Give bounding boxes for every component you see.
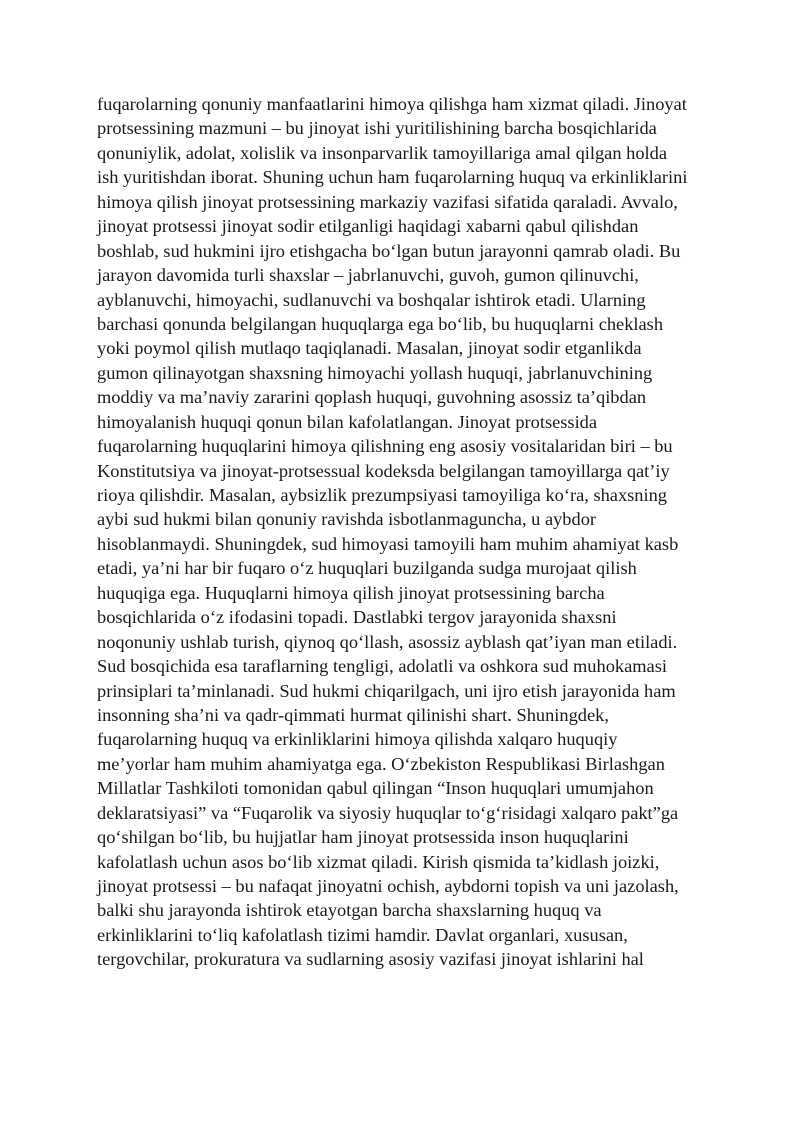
text-line: gumon qilinayotgan shaxsning himoyachi yollash huquqi, jabrlanuvchining [97, 362, 653, 383]
text-line: fuqarolarning huquq va erkinliklarini himoya qilishda xalqaro huquqiy [97, 729, 618, 750]
body-text [97, 92, 717, 972]
text-line: Millatlar Tashkiloti tomonidan qabul qilingan “Inson huquqlari umumjahon [97, 778, 654, 799]
text-line: insonning sha’ni va qadr-qimmati hurmat qilinishi shart. Shuningdek, [97, 704, 609, 725]
text-line: rioya qilishdir. Masalan, aybsizlik prezumpsiyasi tamoyiliga ko‘ra, shaxsning [97, 485, 668, 505]
text-line: jinoyat protsessi jinoyat sodir etilganligi haqidagi xabarni qabul qilishdan [97, 216, 639, 237]
text-line: fuqarolarning qonuniy manfaatlarini himoya qilishga ham xizmat qiladi. Jinoyat [97, 94, 687, 114]
text-line: boshlab, sud hukmini ijro etishgacha bo‘lgan butun jarayonni qamrab oladi. Bu [97, 240, 681, 261]
text-line: Sud bosqichida esa taraflarning tengligi, adolatli va oshkora sud muhokamasi [97, 656, 667, 677]
text-line: fuqarolarning huquqlarini himoya qilishning eng asosiy vositalaridan biri – bu [97, 436, 673, 457]
text-line: qonuniylik, adolat, xolislik va insonparvarlik tamoyillariga amal qilgan holda [97, 142, 667, 163]
text-line: huquqiga ega. Huquqlarni himoya qilish jinoyat protsessining barcha [97, 582, 605, 603]
text-line: ayblanuvchi, himoyachi, sudlanuvchi va boshqalar ishtirok etadi. Ularning [97, 289, 646, 310]
text-line: balki shu jarayonda ishtirok etayotgan barcha shaxslarning huquq va [97, 900, 602, 921]
text-line: noqonuniy ushlab turish, qiynoq qo‘llash, asossiz ayblash qat’iyan man etiladi. [97, 631, 678, 652]
text-line: Konstitutsiya va jinoyat-protsessual kodeksda belgilangan tamoyillarga qat’iy [97, 460, 670, 481]
text-line: himoyalanish huquqi qonun bilan kafolatlangan. Jinoyat protsessida [97, 411, 598, 432]
text-line: me’yorlar ham muhim ahamiyatga ega. O‘zbekiston Respublikasi Birlashgan [97, 753, 665, 774]
text-line: yoki poymol qilish mutlaqo taqiqlanadi. Masalan, jinoyat sodir etganlikda [97, 338, 642, 359]
text-line: kafolatlash uchun asos bo‘lib xizmat qiladi. Kirish qismida ta’kidlash joizki, [97, 851, 660, 872]
text-line: aybi sud hukmi bilan qonuniy ravishda isbotlanmaguncha, u aybdor [97, 509, 597, 530]
text-line: himoya qilish jinoyat protsessining markaziy vazifasi sifatida qaraladi. Avvalo, [97, 191, 678, 212]
text-line: etadi, ya’ni har bir fuqaro o‘z huquqlari buzilganda sudga murojaat qilish [97, 558, 637, 579]
text-line: qo‘shilgan bo‘lib, bu hujjatlar ham jinoyat protsessida inson huquqlarini [97, 827, 629, 848]
text-line: tergovchilar, prokuratura va sudlarning asosiy vazifasi jinoyat ishlarini hal [97, 949, 644, 970]
text-line: erkinliklarini to‘liq kafolatlash tizimi hamdir. Davlat organlari, xususan, [97, 924, 628, 945]
text-line: barchasi qonunda belgilangan huquqlarga ega bo‘lib, bu huquqlarni cheklash [97, 313, 664, 334]
text-line: deklaratsiyasi” va “Fuqarolik va siyosiy huquqlar to‘g‘risidagi xalqaro pakt”ga [97, 802, 679, 823]
text-line: prinsiplari ta’minlanadi. Sud hukmi chiqarilgach, uni ijro etish jarayonida ham [97, 680, 676, 701]
text-line: bosqichlarida o‘z ifodasini topadi. Dastlabki tergov jarayonida shaxsni [97, 607, 617, 628]
text-line: moddiy va ma’naviy zararini qoplash huquqi, guvohning asossiz ta’qibdan [97, 387, 647, 408]
text-line: hisoblanmaydi. Shuningdek, sud himoyasi tamoyili ham muhim ahamiyat kasb [97, 533, 679, 554]
text-line: jinoyat protsessi – bu nafaqat jinoyatni ochish, aybdorni topish va uni jazolash, [97, 876, 679, 896]
text-line: protsessining mazmuni – bu jinoyat ishi yuritilishining barcha bosqichlarida [97, 118, 657, 139]
text-line: jarayon davomida turli shaxslar – jabrlanuvchi, guvoh, gumon qilinuvchi, [97, 265, 639, 286]
text-line: ish yuritishdan iborat. Shuning uchun ham fuqarolarning huquq va erkinliklarini [97, 167, 688, 188]
